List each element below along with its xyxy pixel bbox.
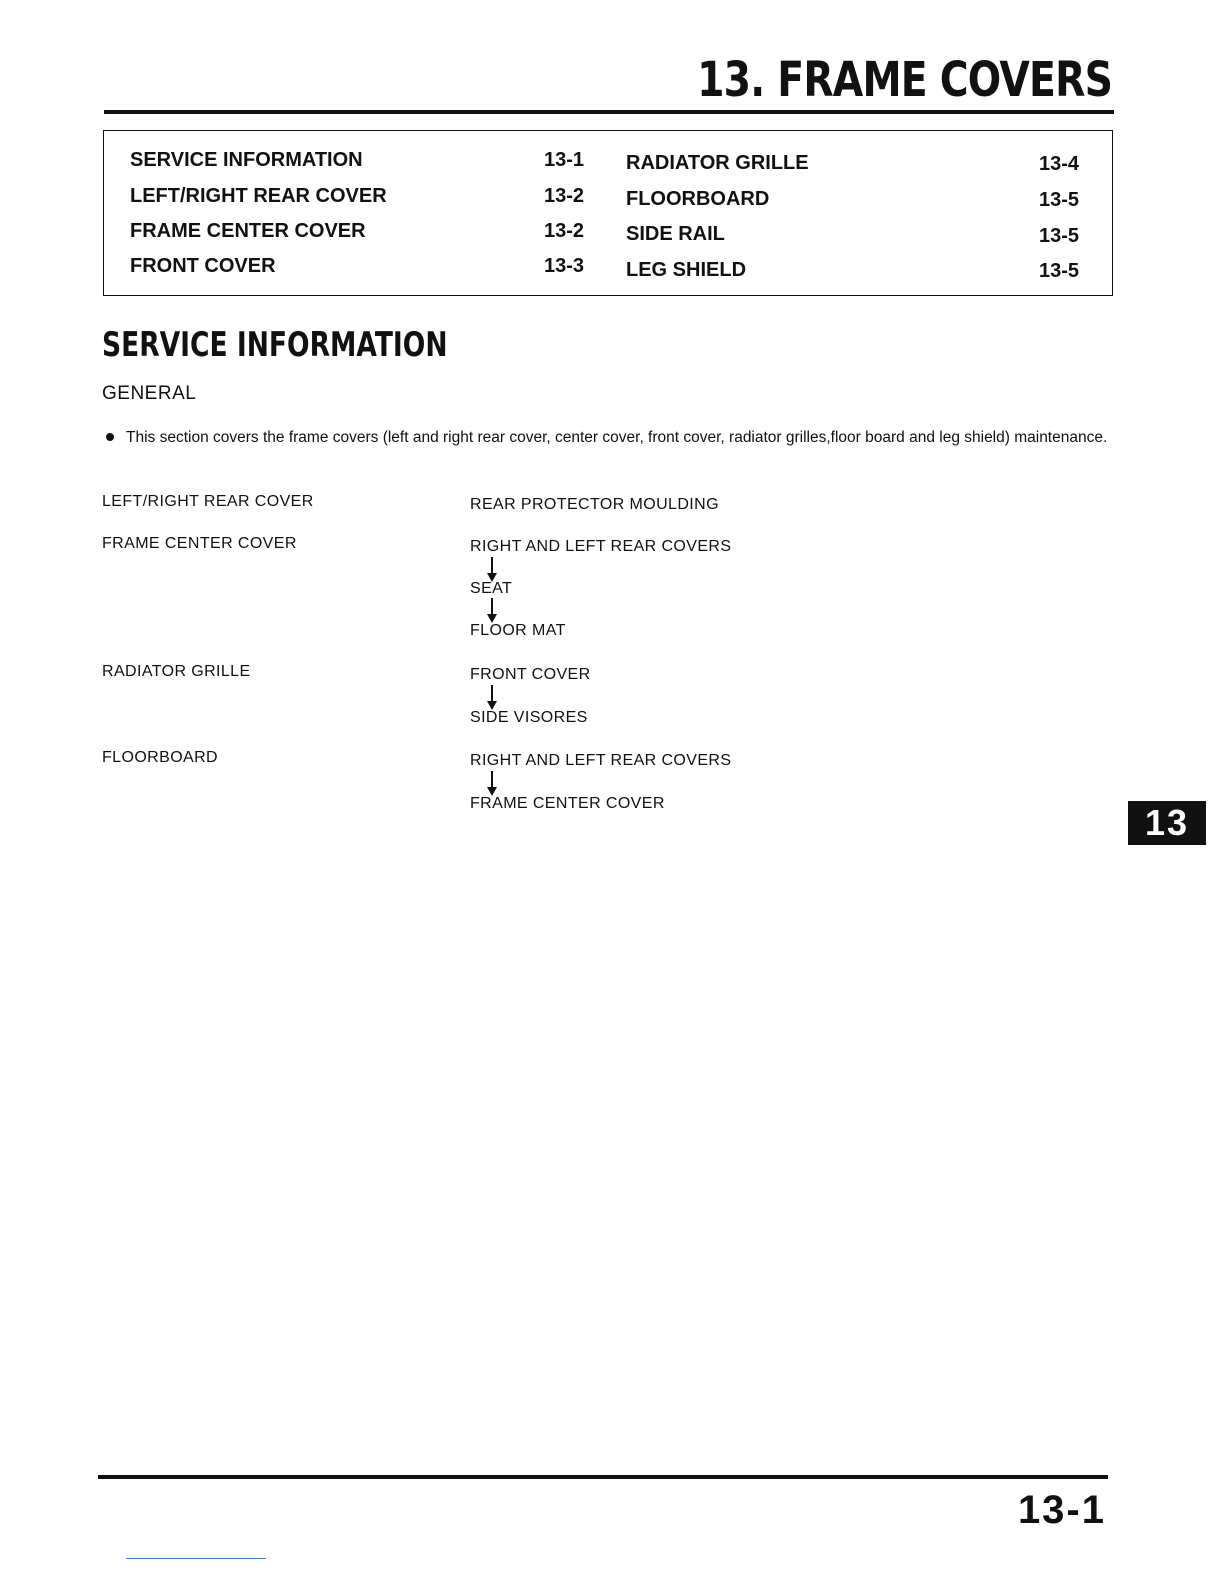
toc-page: 13-4 <box>1039 153 1080 175</box>
procedure-step: SEAT <box>470 580 513 597</box>
section-heading: SERVICE INFORMATION <box>102 325 448 365</box>
procedure-label: RADIATOR GRILLE <box>102 663 251 680</box>
toc-link-floorboard[interactable]: FLOORBOARD <box>626 188 770 210</box>
table-of-contents <box>103 130 1113 296</box>
toc-link-side-rail[interactable]: SIDE RAIL <box>626 223 725 245</box>
chapter-title: 13. FRAME COVERS <box>696 52 1112 108</box>
down-arrow-icon <box>487 685 497 711</box>
sub-heading: GENERAL <box>102 383 197 404</box>
down-arrow-icon <box>487 598 497 624</box>
toc-link-service-information[interactable]: SERVICE INFORMATION <box>130 149 363 171</box>
bottom-divider <box>126 1558 266 1559</box>
procedure-label: FLOORBOARD <box>102 749 219 766</box>
page-number: 13-1 <box>1017 1488 1106 1532</box>
toc-page: 13-5 <box>1039 225 1080 247</box>
procedure-label: FRAME CENTER COVER <box>102 535 297 552</box>
procedure-step: SIDE VISORES <box>470 709 588 726</box>
toc-link-left-right-rear-cover[interactable]: LEFT/RIGHT REAR COVER <box>130 185 387 207</box>
bullet-icon <box>106 433 114 441</box>
procedure-step: FLOOR MAT <box>470 622 566 639</box>
procedure-label: LEFT/RIGHT REAR COVER <box>102 493 314 510</box>
procedure-step: RIGHT AND LEFT REAR COVERS <box>470 538 732 555</box>
procedure-step: FRONT COVER <box>470 666 591 683</box>
toc-link-radiator-grille[interactable]: RADIATOR GRILLE <box>626 152 809 174</box>
toc-link-frame-center-cover[interactable]: FRAME CENTER COVER <box>130 220 366 242</box>
bullet-text: This section covers the frame covers (left and right rear cover, center cover, front cover, radiator grilles,floor board and leg shield) maintenance. <box>126 429 1108 446</box>
toc-link-leg-shield[interactable]: LEG SHIELD <box>626 259 747 281</box>
toc-page: 13-2 <box>544 185 585 207</box>
toc-page: 13-5 <box>1039 189 1080 211</box>
procedure-step: FRAME CENTER COVER <box>470 795 665 812</box>
footer-rule <box>98 1475 1108 1479</box>
down-arrow-icon <box>487 771 497 797</box>
toc-page: 13-3 <box>544 255 585 277</box>
toc-page: 13-2 <box>544 220 585 242</box>
chapter-tab-marker: 13 <box>1128 801 1206 845</box>
toc-page: 13-1 <box>544 149 585 171</box>
toc-link-front-cover[interactable]: FRONT COVER <box>130 255 276 277</box>
procedure-step: REAR PROTECTOR MOULDING <box>470 496 719 513</box>
toc-page: 13-5 <box>1039 260 1080 282</box>
title-rule <box>104 110 1114 114</box>
procedure-step: RIGHT AND LEFT REAR COVERS <box>470 752 732 769</box>
